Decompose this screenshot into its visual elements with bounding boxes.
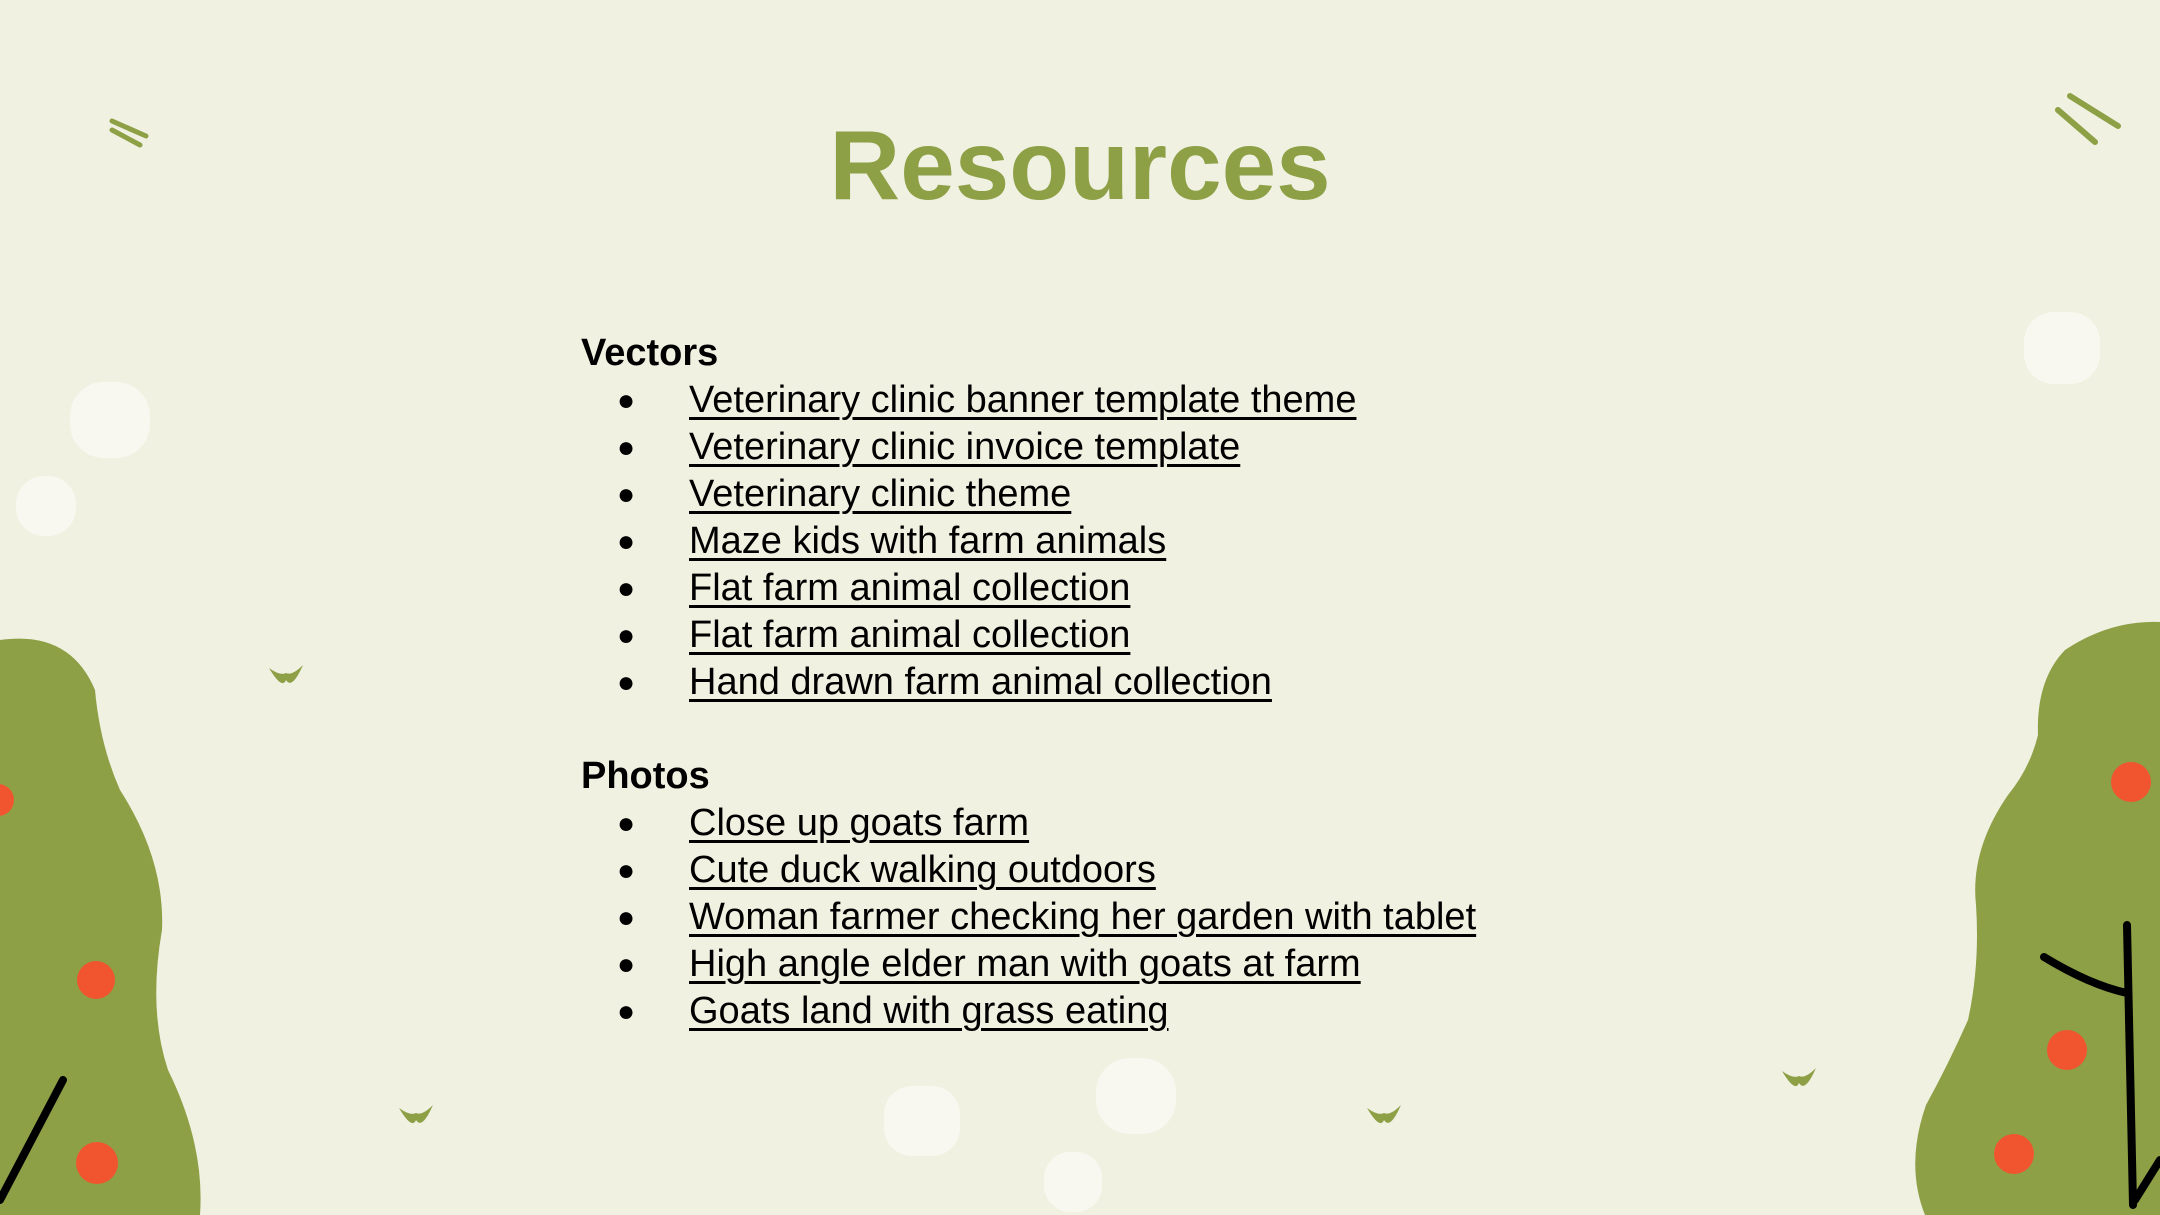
resource-link[interactable]: Cute duck walking outdoors: [689, 849, 1156, 891]
resource-link[interactable]: Goats land with grass eating: [689, 990, 1169, 1032]
list-item: [581, 988, 1681, 1035]
resource-link[interactable]: Hand drawn farm animal collection: [689, 661, 1272, 703]
list-item: [581, 424, 1681, 471]
resource-link[interactable]: High angle elder man with goats at farm: [689, 943, 1361, 985]
resource-link[interactable]: Woman farmer checking her garden with tablet: [689, 896, 1477, 938]
resource-link[interactable]: Flat farm animal collection: [689, 567, 1131, 609]
fruit-dot: [2111, 762, 2151, 802]
resource-link[interactable]: Veterinary clinic banner template theme: [689, 379, 1357, 421]
sprout-icon: [1367, 1105, 1401, 1123]
resource-link[interactable]: Veterinary clinic invoice template: [689, 426, 1241, 468]
bullet-icon: ●: [617, 619, 636, 652]
sprout-icon: [269, 665, 303, 683]
bullet-icon: ●: [617, 525, 636, 558]
bullet-icon: ●: [617, 807, 636, 840]
bullet-icon: ●: [617, 948, 636, 981]
bullet-icon: ●: [617, 901, 636, 934]
bullet-icon: ●: [617, 478, 636, 511]
list-item: [581, 800, 1681, 847]
stone-decoration: [2024, 312, 2100, 384]
section-heading-photos: Photos: [581, 755, 710, 797]
section-heading-vectors: Vectors: [581, 332, 719, 374]
list-item: [581, 894, 1681, 941]
slide-title: Resources: [829, 110, 1331, 220]
tree-left: [0, 639, 201, 1215]
bullet-icon: ●: [617, 572, 636, 605]
bullet-icon: ●: [617, 995, 636, 1028]
vectors-list: [581, 377, 1681, 706]
stone-decoration: [884, 1086, 960, 1156]
resource-link[interactable]: Veterinary clinic theme: [689, 473, 1072, 515]
tree-right: [1915, 622, 2160, 1215]
sprout-icon: [399, 1105, 433, 1123]
list-item: [581, 565, 1681, 612]
fruit-dot: [2047, 1030, 2087, 1070]
resource-link[interactable]: Maze kids with farm animals: [689, 520, 1167, 562]
stone-decoration: [16, 476, 76, 536]
photos-list: [581, 800, 1681, 1035]
list-item: [581, 941, 1681, 988]
resource-link[interactable]: Close up goats farm: [689, 802, 1030, 844]
list-item: [581, 471, 1681, 518]
stone-decoration: [1044, 1152, 1102, 1212]
list-item: [581, 847, 1681, 894]
list-item: [581, 659, 1681, 706]
stone-decoration: [70, 382, 150, 458]
resource-link[interactable]: Flat farm animal collection: [689, 614, 1131, 656]
section-spacer: [581, 706, 1681, 753]
list-item: [581, 377, 1681, 424]
sprout-icon: [1782, 1068, 1816, 1086]
resources-content: [581, 330, 1681, 1035]
bullet-icon: ●: [617, 666, 636, 699]
list-item: [581, 518, 1681, 565]
bullet-icon: ●: [617, 384, 636, 417]
fruit-dot: [1994, 1134, 2034, 1174]
bullet-icon: ●: [617, 431, 636, 464]
bullet-icon: ●: [617, 854, 636, 887]
stone-decoration: [1096, 1058, 1176, 1134]
list-item: [581, 612, 1681, 659]
fruit-dot: [77, 961, 115, 999]
fruit-dot: [76, 1142, 118, 1184]
